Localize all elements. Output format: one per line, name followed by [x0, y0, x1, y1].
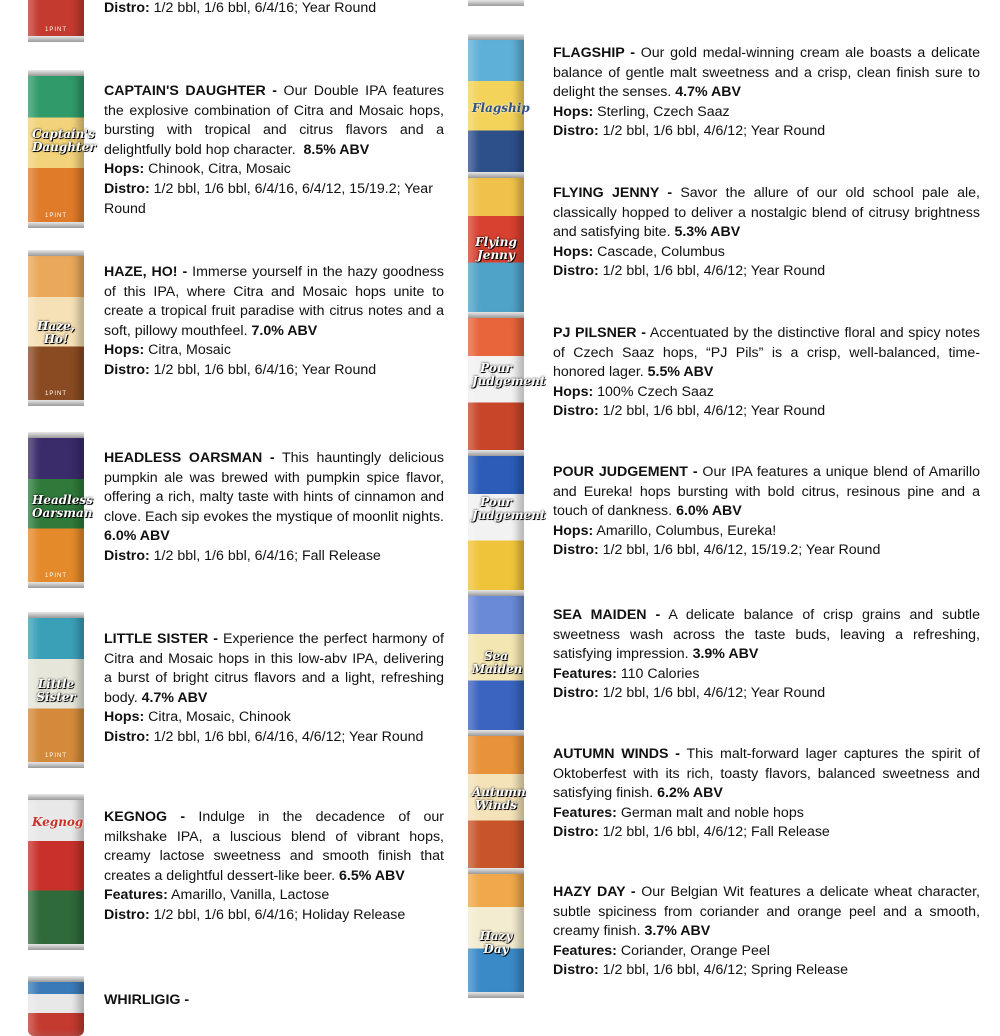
can-logo-text: Hazy Day: [479, 929, 513, 956]
beer-entry-pj-pilsner: [553, 324, 980, 422]
beer-description: Immerse yourself in the hazy goodness of this IPA, where Citra and Mosaic hops unite to create a tropical fruit paradise with citrus notes and a soft, pillowy mouthfeel.: [104, 264, 444, 339]
beer-entry-headless-oarsman: [104, 449, 444, 567]
beer-name: PJ PILSNER -: [553, 325, 646, 341]
hops-value: 100% Czech Saaz: [597, 383, 714, 400]
hops-label: Hops:: [104, 342, 145, 359]
beer-description: Indulge in the decadence of our milkshake IPA, a luscious blend of vibrant hops, creamy lactose sweetness and smooth finish that creates a delightful dessert-like beer.: [104, 809, 444, 884]
beer-name: LITTLE SISTER -: [104, 631, 218, 647]
can-logo-text: Flagship: [472, 101, 530, 115]
beer-can-image: Captain's Daughter 1PINT: [28, 70, 84, 228]
beer-can-image: [468, 312, 546, 458]
beer-description: Our IPA features a unique blend of Amarillo and Eureka! hops bursting with bold citrus, resinous pine and a touch of dankness.: [553, 464, 980, 520]
beer-description: Accentuated by the distinctive floral and spicy notes of Czech Saaz hops, “PJ Pils” is a crisp, well-balanced, time-honored lager.: [553, 325, 980, 381]
distro-label: Distro:: [553, 824, 599, 841]
beer-entry-captains-daughter: [104, 82, 444, 219]
beer-description: Our Belgian Wit features a delicate wheat character, subtle spiciness from coriander and orange peel and a smooth, creamy finish.: [553, 884, 980, 940]
hops-value: Amarillo, Columbus, Eureka!: [596, 522, 777, 539]
distro-value: 1/2 bbl, 1/6 bbl, 4/6/12; Year Round: [602, 685, 826, 702]
distro-value: 1/2 bbl, 1/6 bbl, 4/6/12; Year Round: [602, 263, 826, 280]
beer-abv: 3.9% ABV: [692, 646, 759, 663]
beer-entry-partial: [104, 991, 444, 1011]
beer-description: Our gold medal-winning cream ale boasts a delicate balance of gentle malt sweetness and a crisp, clean finish sure to delight the senses.: [553, 45, 980, 101]
beer-can-image: [468, 730, 524, 876]
beer-abv: 6.0% ABV: [676, 503, 742, 520]
beer-abv: 4.7% ABV: [675, 84, 741, 101]
beer-entry-kegnog: [104, 808, 444, 926]
beer-description: Our Double IPA features the explosive combination of Citra and Mosaic hops, bursting with tropical and citrus flavors and a delightfully bold hop character.: [104, 83, 444, 158]
beer-abv: 6.5% ABV: [339, 867, 405, 884]
beer-name: SEA MAIDEN -: [553, 607, 661, 623]
features-value: Amarillo, Vanilla, Lactose: [171, 887, 330, 904]
beer-name: FLAGSHIP -: [553, 45, 635, 61]
distro-label: Distro:: [553, 403, 599, 420]
beer-entry-little-sister: [104, 630, 444, 748]
features-label: Features:: [553, 665, 617, 682]
beer-abv: 7.0% ABV: [251, 322, 318, 339]
beer-abv: 4.7% ABV: [141, 689, 208, 706]
beer-can-image: [468, 868, 524, 998]
beer-abv: 5.3% ABV: [674, 224, 741, 241]
beer-abv: 8.5% ABV: [303, 141, 370, 158]
distro-value: 1/2 bbl, 1/6 bbl, 6/4/16; Year Round: [153, 361, 377, 378]
distro-value: 1/2 bbl, 1/6 bbl, 6/4/16, 6/4/12, 15/19.2; Year Round: [104, 180, 433, 217]
beer-name: AUTUMN WINDS -: [553, 746, 680, 762]
distro-value: 1/2 bbl, 1/6 bbl, 4/6/12, 15/19.2; Year Round: [602, 542, 881, 559]
beer-can-image: [468, 0, 524, 6]
beer-can-image: [28, 976, 84, 1036]
beer-entry-pour-judgement: [553, 463, 980, 561]
distro-value: 1/2 bbl, 1/6 bbl, 6/4/16; Holiday Release: [153, 906, 406, 923]
hops-label: Hops:: [553, 383, 594, 400]
can-logo-text: Kegnog: [32, 815, 84, 829]
beer-can-image: [468, 34, 530, 190]
distro-value: 1/2 bbl, 1/6 bbl, 4/6/12; Fall Release: [602, 824, 830, 841]
can-logo-text: Sea Maiden: [472, 649, 523, 676]
beer-name: POUR JUDGEMENT -: [553, 464, 698, 480]
beer-entry-haze-ho: [104, 263, 444, 381]
distro-value: 1/2 bbl, 1/6 bbl, 4/6/12; Year Round: [602, 403, 826, 420]
beer-can-image: [468, 450, 546, 596]
beer-name: CAPTAIN'S DAUGHTER -: [104, 83, 277, 99]
distro-label: Distro:: [104, 361, 150, 378]
beer-name: HAZE, HO! -: [104, 264, 188, 280]
distro-label: Distro:: [553, 263, 599, 280]
hops-label: Hops:: [553, 243, 594, 260]
distro-label: Distro:: [104, 728, 150, 745]
beer-description: Experience the perfect harmony of Citra and Mosaic hops in this low-abv IPA, delivering a burst of bright citrus flavors and a light, refreshing body.: [104, 631, 444, 706]
distro-value: 1/2 bbl, 1/6 bbl, 4/6/12; Year Round: [602, 123, 826, 140]
can-logo-text: Captain's Daughter: [32, 127, 96, 154]
beer-entry-autumn-winds: [553, 745, 980, 843]
distro-label: Distro:: [553, 685, 599, 702]
beer-abv: 3.7% ABV: [644, 923, 711, 940]
beer-can-image: Headless Oarsman 1PINT: [28, 432, 84, 588]
hops-value: Cascade, Columbus: [597, 243, 725, 260]
distro-value: 1/2 bbl, 1/6 bbl, 6/4/16; Fall Release: [153, 547, 381, 564]
beer-abv: 5.5% ABV: [647, 364, 714, 381]
hops-label: Hops:: [104, 161, 145, 178]
beer-entry-flagship: [553, 44, 980, 142]
distro-label: Distro:: [104, 906, 150, 923]
beer-entry-hazy-day: [553, 883, 980, 981]
beer-can-image: 1PINT: [28, 0, 84, 42]
hops-value: Sterling, Czech Saaz: [597, 103, 730, 120]
beer-name: HAZY DAY -: [553, 884, 636, 900]
can-logo-text: Autumn Winds: [472, 785, 526, 812]
hops-value: Citra, Mosaic: [148, 342, 231, 359]
beer-name: KEGNOG -: [104, 809, 186, 825]
beer-abv: 6.0% ABV: [104, 528, 170, 545]
features-value: Coriander, Orange Peel: [620, 942, 770, 959]
beer-name: HEADLESS OARSMAN -: [104, 450, 275, 466]
distro-label: Distro:: [104, 547, 150, 564]
beer-name: FLYING JENNY -: [553, 185, 673, 201]
beer-can-image: [468, 172, 524, 318]
features-value: German malt and noble hops: [620, 804, 804, 821]
beer-entry-top-left: [104, 0, 444, 19]
beer-entry-sea-maiden: [553, 606, 980, 704]
beer-can-image: Haze, Ho! 1PINT: [28, 250, 84, 406]
hops-label: Hops:: [553, 103, 594, 120]
distro-value: 1/2 bbl, 1/6 bbl, 4/6/12; Spring Release: [602, 962, 848, 979]
hops-label: Hops:: [104, 709, 145, 726]
distro-label: Distro:: [553, 123, 599, 140]
beer-description: Savor the allure of our old school pale ale, classically hopped to deliver a nostalgic blend of citrusy brightness and satisfying bite.: [553, 185, 980, 241]
beer-description: This malt-forward lager captures the spirit of Oktoberfest with its rich, toasty flavors, balanced sweetness and satisfying finish.: [553, 746, 980, 802]
beer-abv: 6.2% ABV: [657, 785, 723, 802]
can-logo-text: Haze, Ho!: [37, 319, 75, 346]
beer-entry-flying-jenny: [553, 184, 980, 282]
distro-label: Distro:: [104, 0, 150, 16]
distro-value: 1/2 bbl, 1/6 bbl, 6/4/16, 4/6/12; Year Round: [153, 728, 424, 745]
distro-label: Distro:: [553, 542, 599, 559]
can-logo-text: Pour Judgement: [472, 361, 546, 388]
beer-can-image: [468, 590, 524, 736]
can-logo-text: Pour Judgement: [472, 495, 546, 522]
beer-description: A delicate balance of crisp grains and subtle sweetness wash across the taste buds, leaving a refreshing, satisfying impression.: [553, 607, 980, 663]
can-logo-text: Little Sister: [36, 677, 76, 704]
features-label: Features:: [553, 942, 617, 959]
distro-value: 1/2 bbl, 1/6 bbl, 6/4/16; Year Round: [153, 0, 377, 16]
distro-label: Distro:: [553, 962, 599, 979]
beer-can-image: [28, 794, 84, 950]
features-value: 110 Calories: [620, 665, 700, 682]
can-logo-text: Flying Jenny: [475, 235, 517, 262]
beer-name: WHIRLIGIG -: [104, 992, 190, 1008]
features-label: Features:: [104, 887, 168, 904]
beer-description: This hauntingly delicious pumpkin ale was brewed with pumpkin spice flavor, offering a rich, malty taste with hints of cinnamon and clove. Each sip evokes the mystique of moonlit nights.: [104, 450, 444, 525]
beer-can-image: Little Sister 1PINT: [28, 612, 84, 768]
features-label: Features:: [553, 804, 617, 821]
can-logo-text: Headless Oarsman: [32, 493, 93, 520]
hops-value: Citra, Mosaic, Chinook: [148, 709, 291, 726]
hops-label: Hops:: [553, 522, 594, 539]
distro-label: Distro:: [104, 180, 150, 197]
hops-value: Chinook, Citra, Mosaic: [148, 161, 291, 178]
